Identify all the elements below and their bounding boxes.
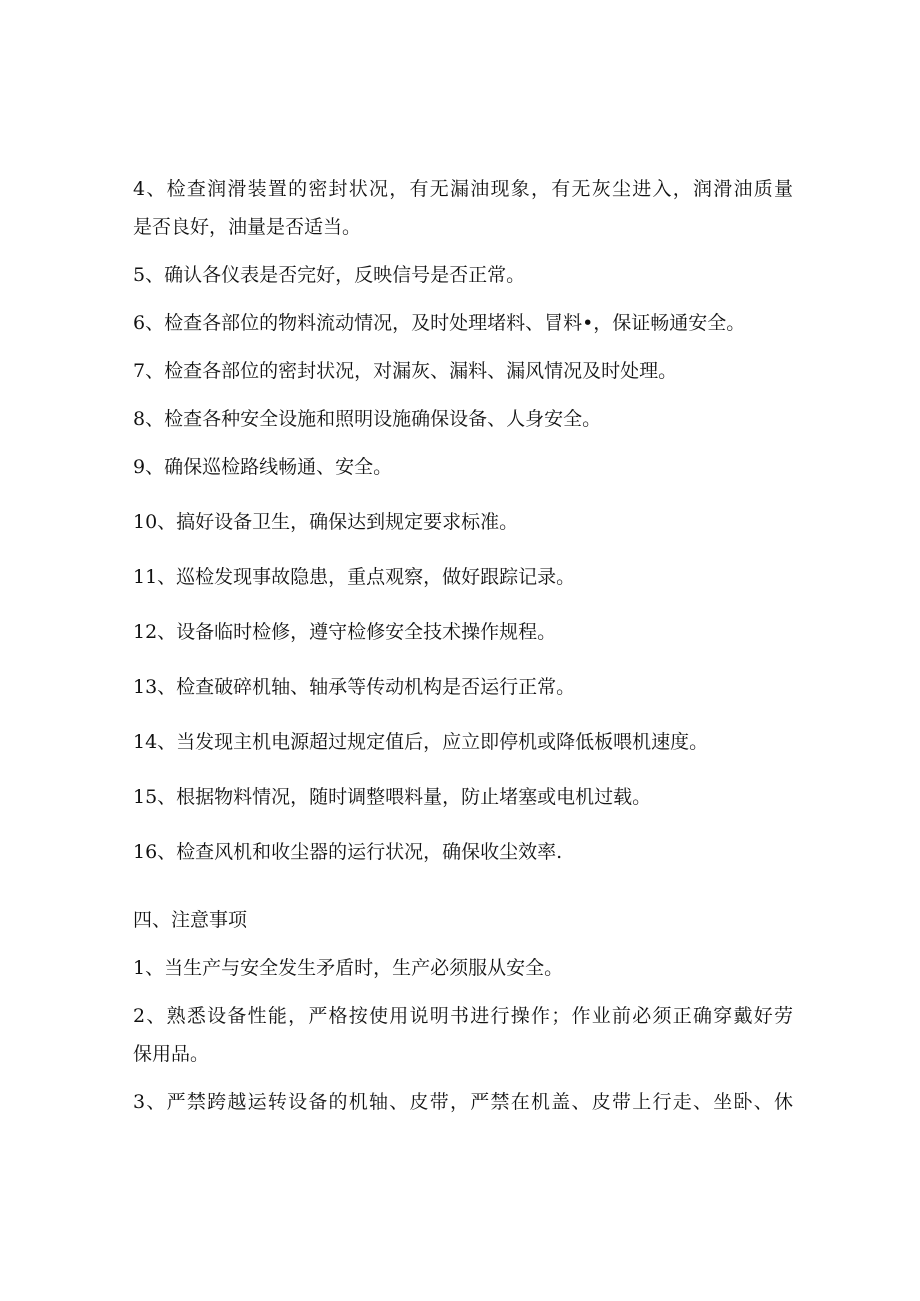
section-heading-notes: 四、注意事项: [133, 909, 248, 931]
item-13: 13、检查破碎机轴、轴承等传动机构是否运行正常。: [133, 676, 576, 698]
item-4-line-1: 4、检查润滑装置的密封状况，有无漏油现象，有无灰尘进入，润滑油质量: [133, 178, 793, 200]
item-10: 10、搞好设备卫生，确保达到规定要求标准。: [133, 511, 519, 533]
item-8: 8、检查各种安全设施和照明设施确保设备、人身安全。: [133, 408, 602, 430]
item-14: 14、当发现主机电源超过规定值后，应立即停机或降低板喂机速度。: [133, 731, 709, 753]
item-11: 11、巡检发现事故隐患，重点观察，做好跟踪记录。: [133, 566, 576, 588]
note-3-line-1: 3、严禁跨越运转设备的机轴、皮带，严禁在机盖、皮带上行走、坐卧、休: [133, 1091, 793, 1113]
item-12: 12、设备临时检修，遵守检修安全技术操作规程。: [133, 621, 557, 643]
note-1: 1、当生产与安全发生矛盾时，生产必须服从安全。: [133, 957, 564, 979]
item-9: 9、确保巡检路线畅通、安全。: [133, 456, 393, 478]
item-4-line-2: 是否良好，油量是否适当。: [133, 216, 362, 238]
item-7: 7、检查各部位的密封状况，对漏灰、漏料、漏风情况及时处理。: [133, 360, 678, 382]
note-2-line-1: 2、熟悉设备性能，严格按使用说明书进行操作；作业前必须正确穿戴好劳: [133, 1005, 793, 1027]
document-body: [133, 170, 793, 1121]
item-16: 16、检查风机和收尘器的运行状况，确保收尘效率.: [133, 841, 563, 863]
note-2-line-2: 保用品。: [133, 1043, 210, 1065]
item-5: 5、确认各仪表是否完好，反映信号是否正常。: [133, 264, 526, 286]
item-6: 6、检查各部位的物料流动情况，及时处理堵料、冒料•，保证畅通安全。: [133, 312, 746, 334]
item-15: 15、根据物料情况，随时调整喂料量，防止堵塞或电机过载。: [133, 786, 652, 808]
